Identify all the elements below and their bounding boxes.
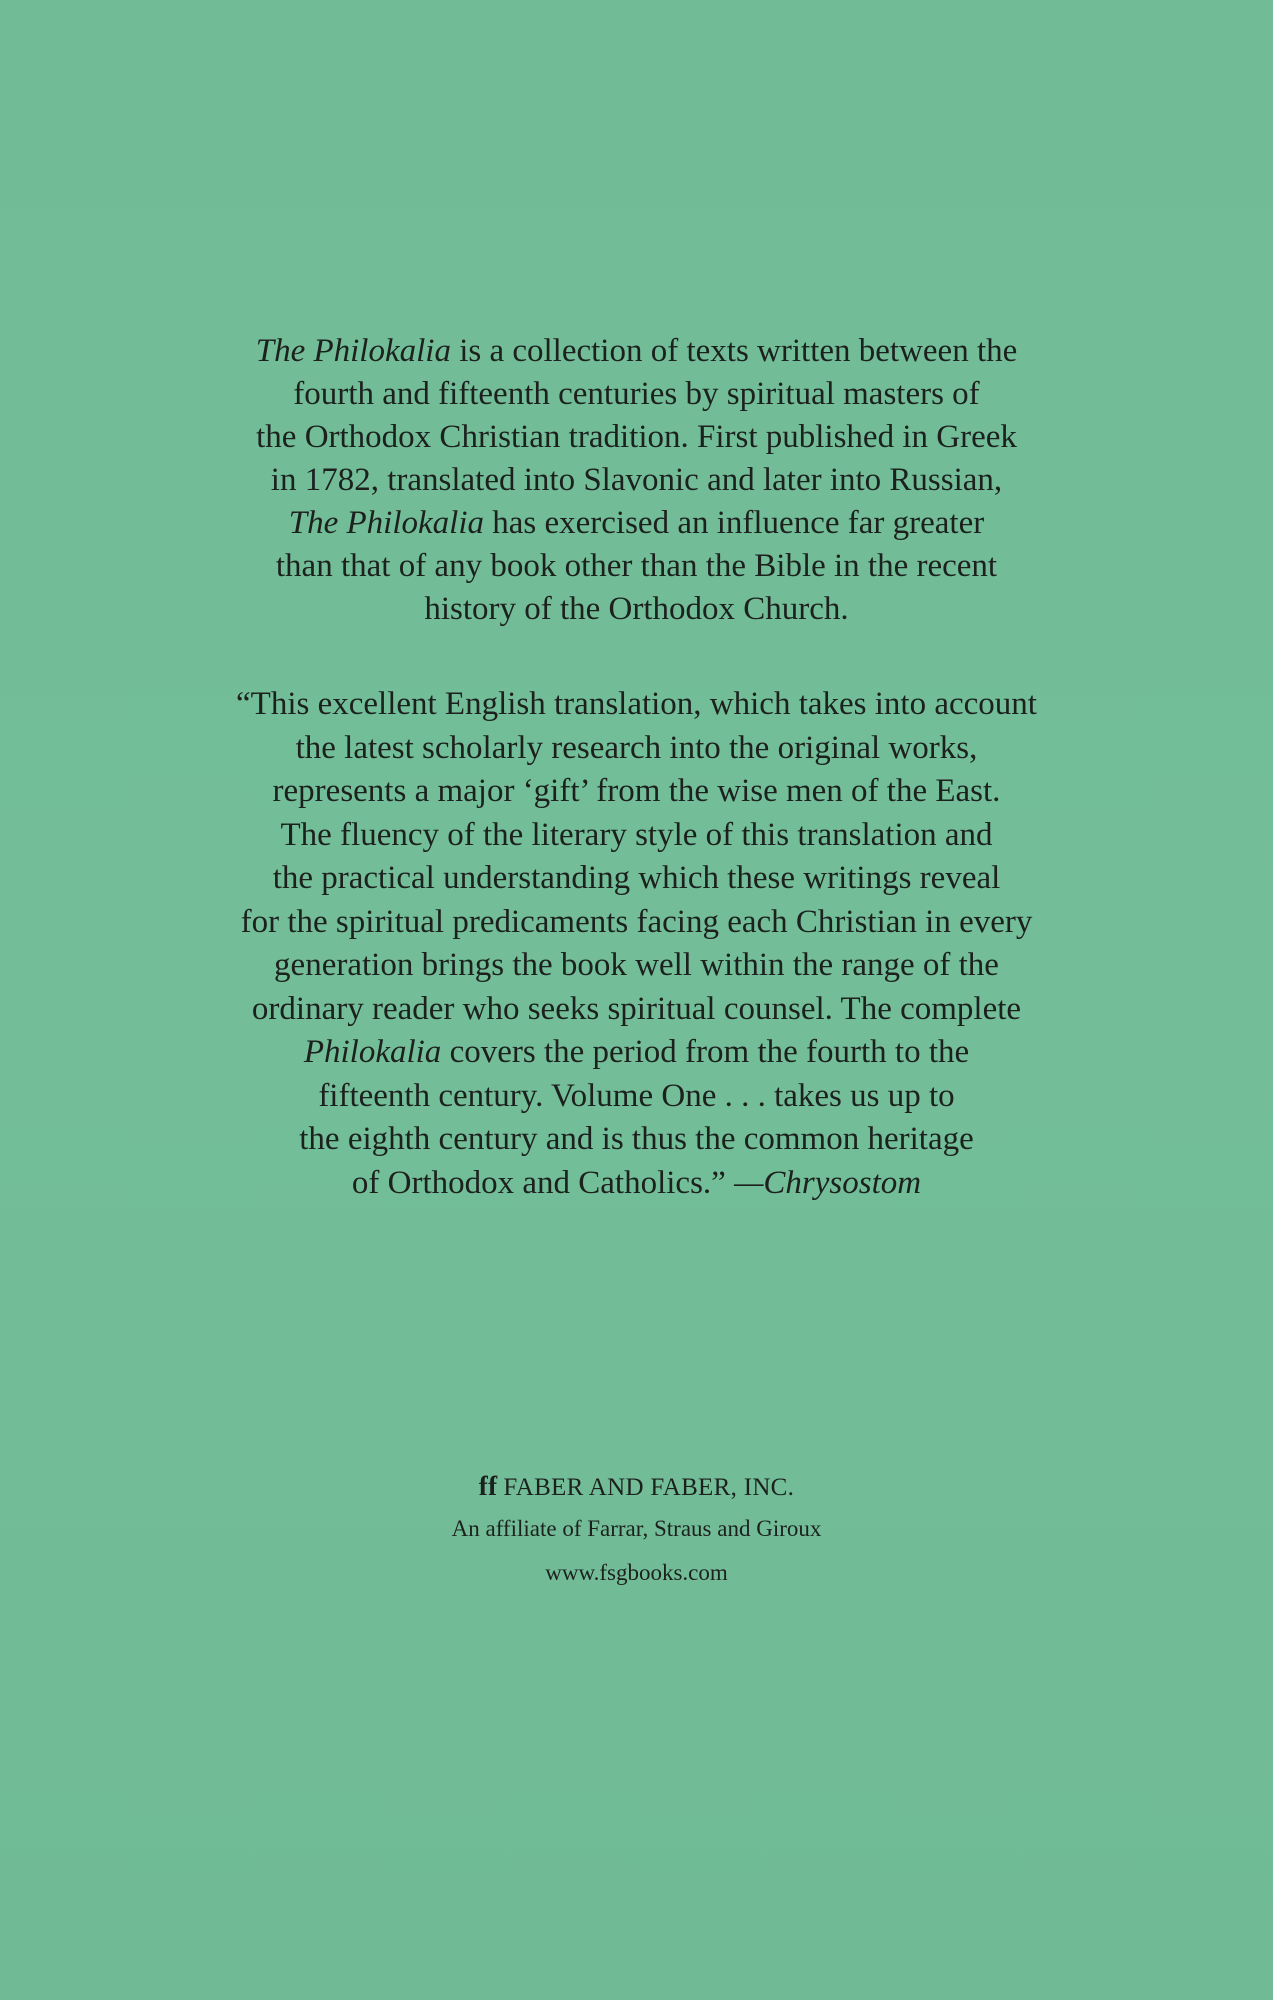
quote-line: for the spiritual predicaments facing each Christian in every — [240, 903, 1033, 940]
book-title-italic: The Philokalia — [255, 333, 451, 369]
quote-line: the practical understanding which these writings reveal — [272, 860, 1001, 896]
book-description — [0, 330, 1273, 631]
quote-attribution: —Chrysostom — [734, 1164, 922, 1201]
quote-line: generation brings the book well within the range of the — [274, 947, 999, 983]
description-line: The Philokalia is a collection of texts written between the — [255, 333, 1018, 369]
quote-line: the latest scholarly research into the original works, — [295, 729, 978, 766]
quote-line: represents a major ‘gift’ from the wise men of the East. — [272, 773, 1001, 809]
publisher-name: FABER AND FABER, INC. — [503, 1474, 795, 1501]
review-quote — [0, 683, 1273, 1205]
description-line: fourth and fifteenth centuries by spiritual masters of — [293, 376, 980, 412]
publisher-block — [0, 1468, 1273, 1590]
publisher-affiliate: An affiliate of Farrar, Straus and Giroux — [451, 1516, 822, 1541]
description-line: history of the Orthodox Church. — [424, 591, 849, 627]
publisher-name-line — [0, 1468, 1273, 1506]
quote-line: ordinary reader who seeks spiritual counsel. The complete — [251, 990, 1022, 1027]
publisher-logo: ff — [478, 1471, 498, 1501]
quote-line: “This excellent English translation, which takes into account — [236, 686, 1037, 722]
quote-line: of Orthodox and Catholics.” —Chrysostom — [351, 1164, 922, 1201]
book-title-italic: Philokalia — [303, 1034, 442, 1070]
publisher-url: www.fsgbooks.com — [545, 1560, 728, 1585]
description-line: in 1782, translated into Slavonic and later into Russian, — [270, 462, 1003, 498]
book-title-italic: The Philokalia — [288, 505, 484, 541]
quote-line: the eighth century and is thus the common heritage — [299, 1121, 974, 1157]
quote-line: Philokalia covers the period from the fourth to the — [303, 1034, 970, 1070]
quote-line: The fluency of the literary style of this translation and — [280, 816, 993, 853]
description-line: The Philokalia has exercised an influence far greater — [288, 505, 985, 541]
description-line: the Orthodox Christian tradition. First published in Greek — [256, 419, 1017, 455]
description-line: than that of any book other than the Bible in the recent — [275, 548, 998, 584]
quote-line: fifteenth century. Volume One . . . takes us up to — [318, 1077, 955, 1114]
